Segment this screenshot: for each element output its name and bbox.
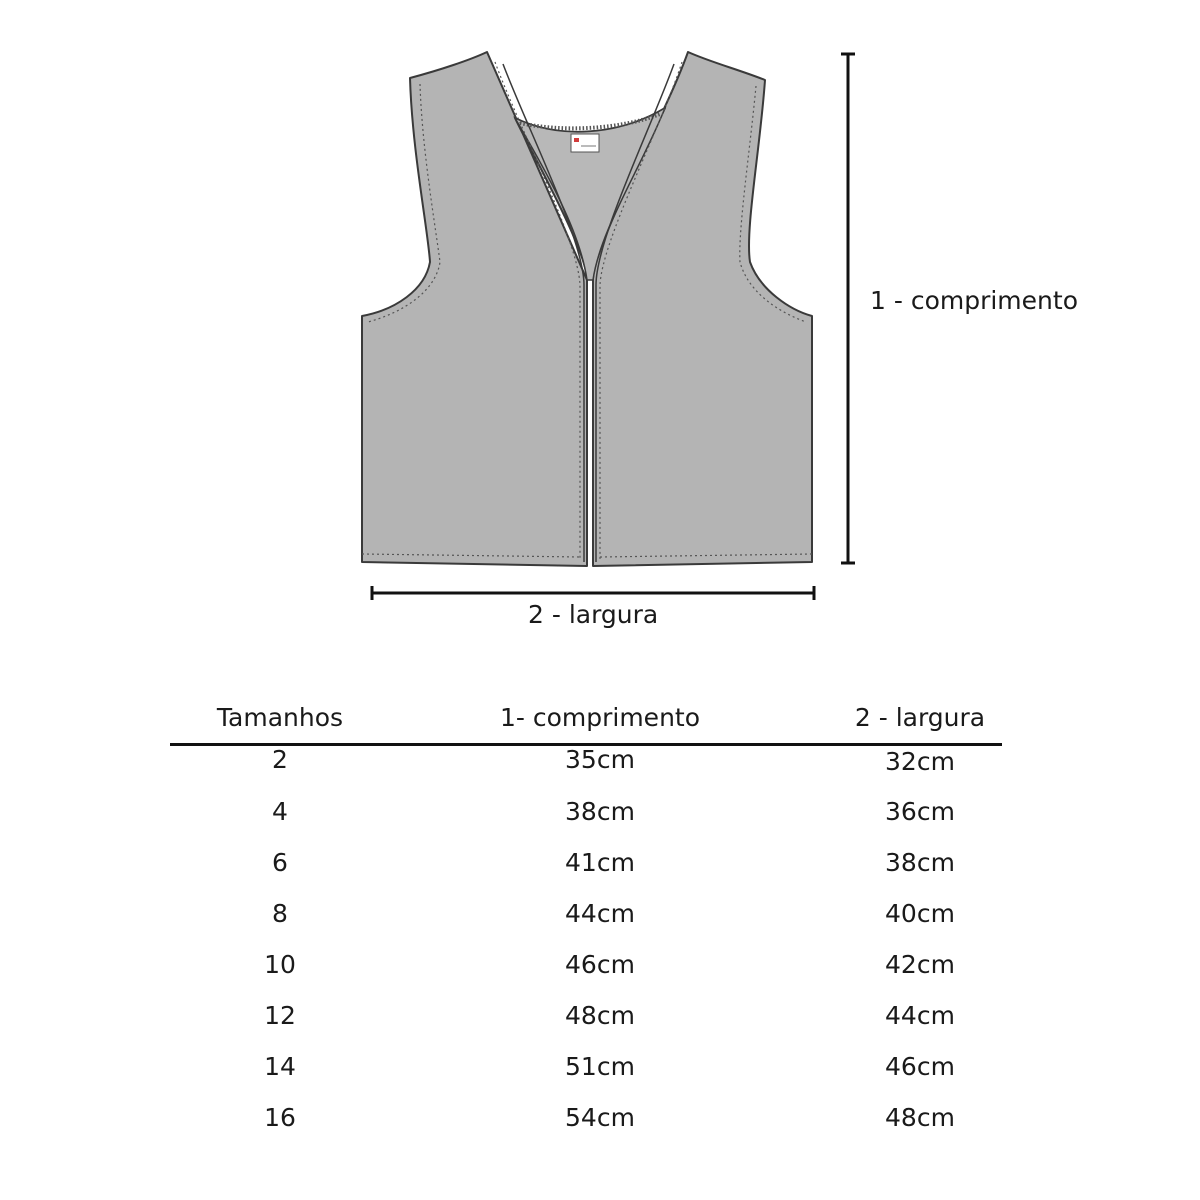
size-cell: 6 — [272, 848, 288, 877]
size-cell: 12 — [264, 1001, 296, 1030]
size-cell: 14 — [264, 1052, 296, 1081]
length-cell: 51cm — [565, 1052, 635, 1081]
header-length: 1- comprimento — [499, 703, 701, 732]
width-dimension-line — [372, 586, 814, 600]
length-cell: 48cm — [565, 1001, 635, 1030]
length-cell: 38cm — [565, 797, 635, 826]
length-dimension-line — [841, 54, 855, 563]
table-row — [170, 1001, 1002, 1041]
width-cell: 42cm — [885, 950, 955, 979]
vest-icon — [362, 52, 812, 566]
header-width: 2 - largura — [854, 703, 986, 732]
length-cell: 35cm — [565, 745, 635, 774]
header-sizes: Tamanhos — [216, 703, 344, 732]
table-row — [170, 950, 1002, 990]
width-label: 2 - largura — [528, 600, 659, 629]
table-row — [170, 1103, 1002, 1143]
width-cell: 46cm — [885, 1052, 955, 1081]
table-row — [170, 745, 1002, 785]
table-row — [170, 797, 1002, 837]
length-cell: 44cm — [565, 899, 635, 928]
width-cell: 44cm — [885, 1001, 955, 1030]
width-cell: 38cm — [885, 848, 955, 877]
size-cell: 10 — [264, 950, 296, 979]
table-row — [170, 848, 1002, 888]
width-cell: 48cm — [885, 1103, 955, 1132]
table-row — [170, 1052, 1002, 1092]
size-cell: 4 — [272, 797, 288, 826]
width-cell: 32cm — [885, 747, 955, 776]
size-cell: 2 — [272, 745, 288, 774]
size-cell: 8 — [272, 899, 288, 928]
width-cell: 36cm — [885, 797, 955, 826]
table-row — [170, 899, 1002, 939]
width-cell: 40cm — [885, 899, 955, 928]
length-label: 1 - comprimento — [870, 286, 1078, 315]
length-cell: 41cm — [565, 848, 635, 877]
length-cell: 46cm — [565, 950, 635, 979]
length-cell: 54cm — [565, 1103, 635, 1132]
size-cell: 16 — [264, 1103, 296, 1132]
